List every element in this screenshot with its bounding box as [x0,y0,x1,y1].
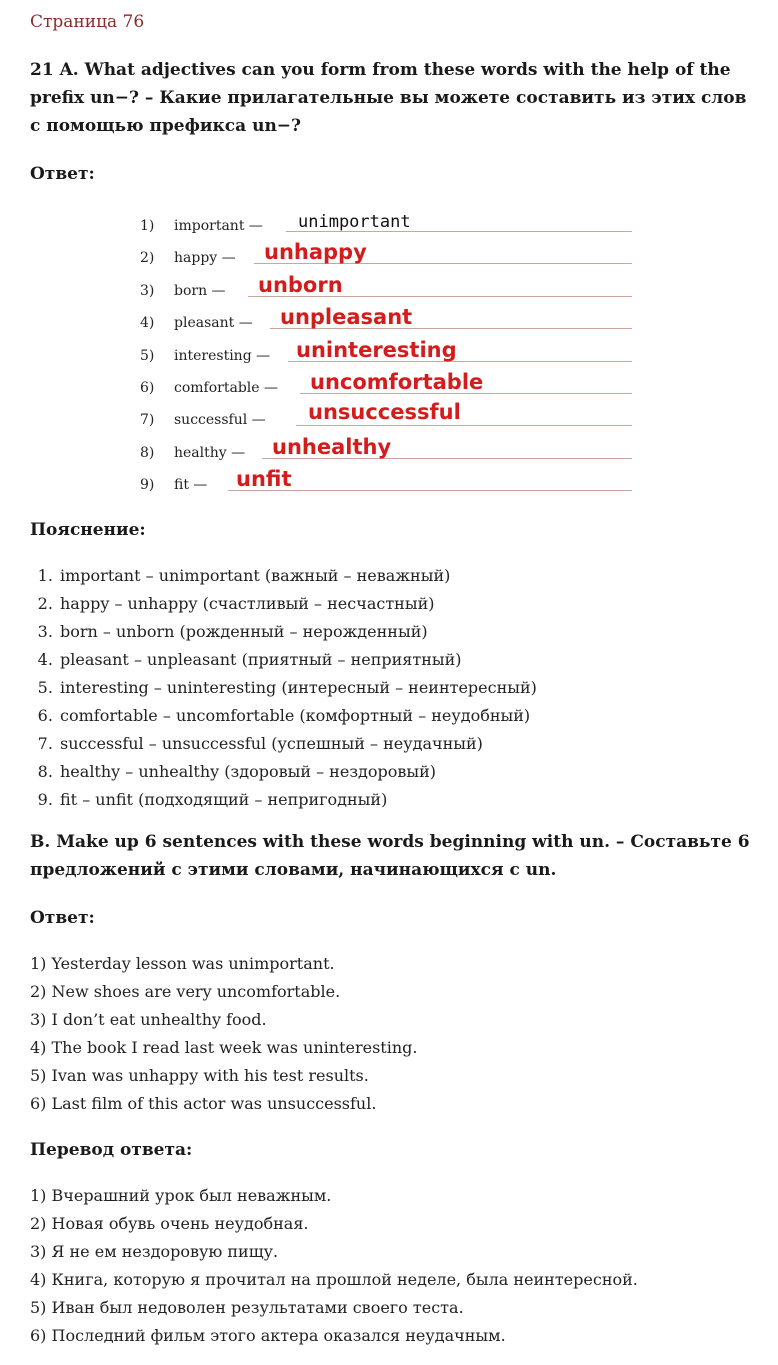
list-item: 2) New shoes are very uncomfortable. [30,982,341,1001]
page-link[interactable]: Страница 76 [30,12,145,32]
explanation-list [30,562,537,814]
exercise-number: 8) [140,445,155,461]
list-item: 7. successful – unsuccessful (успешный – неудачный) [58,730,537,758]
exercise-word: comfortable — [174,380,278,396]
list-item: 3) I don’t eat unhealthy food. [30,1010,267,1029]
list-item: 4) Книга, которую я прочитал на прошлой неделе, была неинтересной. [30,1270,638,1289]
translation-label: Перевод ответа: [30,1140,193,1160]
exercise-answer: uncomfortable [310,370,484,394]
list-item: 3. born – unborn (рожденный – нерожденный) [58,618,537,646]
exercise-answer: unborn [258,273,343,297]
exercise-row [140,336,640,368]
exercise-word: born — [174,283,226,299]
exercise-row [140,238,640,270]
list-item: 6) Последний фильм этого актера оказался неудачным. [30,1326,506,1345]
exercise-answer: unfit [236,467,292,491]
task-b-heading: B. Make up 6 sentences with these words beginning with un. – Составьте 6 предложений с этими словами, начинающихся с un. [30,832,750,880]
list-item: 5) Ivan was unhappy with his test results. [30,1066,369,1085]
exercise-number: 5) [140,348,155,364]
exercise-word: interesting — [174,348,271,364]
exercise-answer: unhappy [264,240,367,264]
list-item: 2) Новая обувь очень неудобная. [30,1214,309,1233]
exercise-row [140,433,640,465]
list-item: 6. comfortable – uncomfortable (комфортный – неудобный) [58,702,537,730]
exercise-number: 2) [140,250,155,266]
exercise-word: fit — [174,477,208,493]
exercise-image [140,206,640,496]
list-item: 5. interesting – uninteresting (интересный – неинтересный) [58,674,537,702]
exercise-word: happy — [174,250,236,266]
exercise-number: 4) [140,315,155,331]
exercise-number: 9) [140,477,155,493]
task-a-heading: 21 A. What adjectives can you form from these words with the help of the prefix un−? – Какие прилагательные вы можете составить из этих слов с помощью префикса un−? [30,60,747,136]
exercise-row [140,303,640,335]
exercise-number: 6) [140,380,155,396]
list-item: 8. healthy – unhealthy (здоровый – нездоровый) [58,758,537,786]
answer-label: Ответ: [30,164,95,184]
exercise-answer: unhealthy [272,435,392,459]
list-item: 1) Вчерашний урок был неважным. [30,1186,332,1205]
exercise-row [140,271,640,303]
exercise-number: 3) [140,283,155,299]
list-item: 6) Last film of this actor was unsuccessful. [30,1094,377,1113]
list-item: 1) Yesterday lesson was unimportant. [30,954,335,973]
exercise-number: 7) [140,412,155,428]
list-item: 3) Я не ем нездоровую пищу. [30,1242,279,1261]
translations-list [30,1182,638,1350]
exercise-row [140,206,640,238]
exercise-answer: unsuccessful [308,400,461,424]
exercise-answer: unpleasant [280,305,413,329]
list-item: 9. fit – unfit (подходящий – непригодный) [58,786,537,814]
exercise-word: healthy — [174,445,246,461]
list-item: 2. happy – unhappy (счастливый – несчастный) [58,590,537,618]
list-item: 4) The book I read last week was uninteresting. [30,1038,418,1057]
exercise-answer: uninteresting [296,338,457,362]
exercise-word: important — [174,218,263,234]
explanation-label: Пояснение: [30,520,146,540]
exercise-answer: unimportant [298,212,411,232]
exercise-number: 1) [140,218,155,234]
exercise-row [140,465,640,497]
exercise-row [140,368,640,400]
sentences-list [30,950,417,1118]
list-item: 1. important – unimportant (важный – неважный) [58,562,537,590]
exercise-word: successful — [174,412,266,428]
answer-label-b: Ответ: [30,908,95,928]
exercise-row [140,400,640,432]
exercise-word: pleasant — [174,315,253,331]
list-item: 4. pleasant – unpleasant (приятный – неприятный) [58,646,537,674]
list-item: 5) Иван был недоволен результатами своего теста. [30,1298,464,1317]
